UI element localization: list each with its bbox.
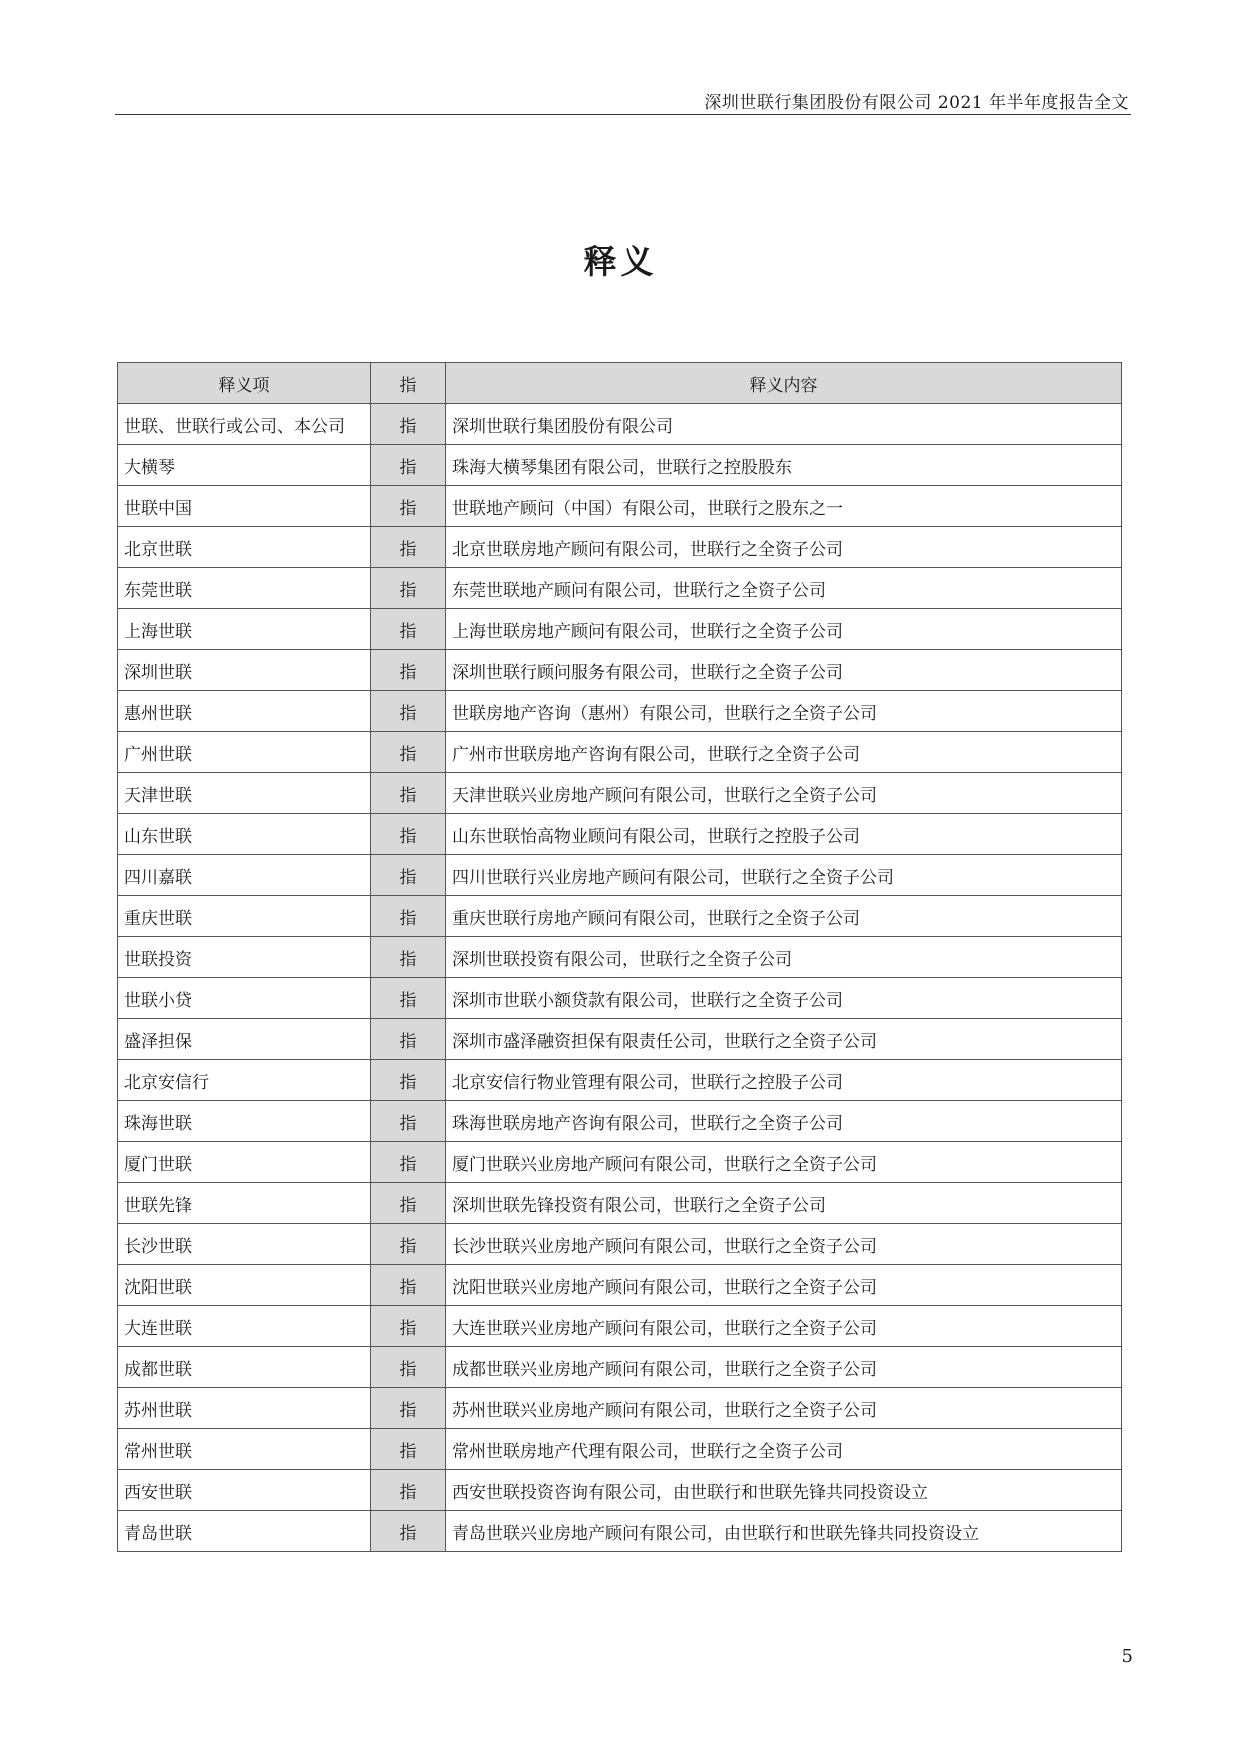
table-row xyxy=(118,1101,1122,1142)
meaning-cell: 厦门世联兴业房地产顾问有限公司，世联行之全资子公司 xyxy=(446,1142,1122,1183)
table-row xyxy=(118,1388,1122,1429)
meaning-cell: 西安世联投资咨询有限公司，由世联行和世联先锋共同投资设立 xyxy=(446,1470,1122,1511)
term-cell: 山东世联 xyxy=(118,814,371,855)
ref-cell: 指 xyxy=(371,486,446,527)
table-row xyxy=(118,978,1122,1019)
ref-cell: 指 xyxy=(371,1019,446,1060)
table-row xyxy=(118,1429,1122,1470)
meaning-cell: 珠海世联房地产咨询有限公司，世联行之全资子公司 xyxy=(446,1101,1122,1142)
ref-cell: 指 xyxy=(371,937,446,978)
table-row xyxy=(118,773,1122,814)
ref-cell: 指 xyxy=(371,650,446,691)
term-cell: 苏州世联 xyxy=(118,1388,371,1429)
meaning-cell: 深圳世联行集团股份有限公司 xyxy=(446,404,1122,445)
table-row xyxy=(118,1183,1122,1224)
table-row xyxy=(118,814,1122,855)
term-cell: 常州世联 xyxy=(118,1429,371,1470)
table-row xyxy=(118,1265,1122,1306)
term-cell: 厦门世联 xyxy=(118,1142,371,1183)
table-row xyxy=(118,1019,1122,1060)
table-row xyxy=(118,527,1122,568)
ref-cell: 指 xyxy=(371,896,446,937)
term-cell: 重庆世联 xyxy=(118,896,371,937)
definitions-table xyxy=(117,362,1122,1552)
meaning-cell: 大连世联兴业房地产顾问有限公司，世联行之全资子公司 xyxy=(446,1306,1122,1347)
ref-cell: 指 xyxy=(371,1224,446,1265)
term-cell: 四川嘉联 xyxy=(118,855,371,896)
meaning-cell: 天津世联兴业房地产顾问有限公司，世联行之全资子公司 xyxy=(446,773,1122,814)
term-cell: 北京安信行 xyxy=(118,1060,371,1101)
meaning-cell: 世联房地产咨询（惠州）有限公司，世联行之全资子公司 xyxy=(446,691,1122,732)
ref-cell: 指 xyxy=(371,609,446,650)
table-row xyxy=(118,609,1122,650)
ref-cell: 指 xyxy=(371,568,446,609)
meaning-cell: 苏州世联兴业房地产顾问有限公司，世联行之全资子公司 xyxy=(446,1388,1122,1429)
ref-cell: 指 xyxy=(371,732,446,773)
term-cell: 东莞世联 xyxy=(118,568,371,609)
table-row xyxy=(118,1511,1122,1552)
term-cell: 深圳世联 xyxy=(118,650,371,691)
term-cell: 世联先锋 xyxy=(118,1183,371,1224)
header-text: 深圳世联行集团股份有限公司 2021 年半年度报告全文 xyxy=(704,93,1129,113)
table-row xyxy=(118,1142,1122,1183)
term-cell: 大连世联 xyxy=(118,1306,371,1347)
meaning-cell: 山东世联怡高物业顾问有限公司，世联行之控股子公司 xyxy=(446,814,1122,855)
table-row xyxy=(118,1470,1122,1511)
meaning-cell: 深圳世联行顾问服务有限公司，世联行之全资子公司 xyxy=(446,650,1122,691)
table-header-row xyxy=(118,363,1122,404)
ref-cell: 指 xyxy=(371,773,446,814)
term-cell: 世联小贷 xyxy=(118,978,371,1019)
meaning-cell: 东莞世联地产顾问有限公司，世联行之全资子公司 xyxy=(446,568,1122,609)
term-cell: 惠州世联 xyxy=(118,691,371,732)
meaning-cell: 深圳市世联小额贷款有限公司，世联行之全资子公司 xyxy=(446,978,1122,1019)
ref-cell: 指 xyxy=(371,1101,446,1142)
ref-cell: 指 xyxy=(371,1060,446,1101)
ref-cell: 指 xyxy=(371,978,446,1019)
table-row xyxy=(118,1347,1122,1388)
meaning-cell: 常州世联房地产代理有限公司，世联行之全资子公司 xyxy=(446,1429,1122,1470)
ref-cell: 指 xyxy=(371,1347,446,1388)
term-cell: 广州世联 xyxy=(118,732,371,773)
table-row xyxy=(118,1224,1122,1265)
page-header xyxy=(115,86,1131,115)
table-row xyxy=(118,568,1122,609)
meaning-cell: 世联地产顾问（中国）有限公司，世联行之股东之一 xyxy=(446,486,1122,527)
table-row xyxy=(118,404,1122,445)
ref-cell: 指 xyxy=(371,1142,446,1183)
ref-cell: 指 xyxy=(371,1470,446,1511)
term-cell: 世联投资 xyxy=(118,937,371,978)
table-row xyxy=(118,896,1122,937)
term-cell: 西安世联 xyxy=(118,1470,371,1511)
ref-cell: 指 xyxy=(371,404,446,445)
meaning-cell: 北京安信行物业管理有限公司，世联行之控股子公司 xyxy=(446,1060,1122,1101)
table-row xyxy=(118,855,1122,896)
ref-cell: 指 xyxy=(371,691,446,732)
ref-cell: 指 xyxy=(371,1183,446,1224)
meaning-cell: 深圳世联先锋投资有限公司，世联行之全资子公司 xyxy=(446,1183,1122,1224)
table-row xyxy=(118,1306,1122,1347)
meaning-cell: 珠海大横琴集团有限公司，世联行之控股股东 xyxy=(446,445,1122,486)
meaning-cell: 成都世联兴业房地产顾问有限公司，世联行之全资子公司 xyxy=(446,1347,1122,1388)
meaning-cell: 深圳世联投资有限公司，世联行之全资子公司 xyxy=(446,937,1122,978)
table-row xyxy=(118,650,1122,691)
ref-cell: 指 xyxy=(371,527,446,568)
ref-cell: 指 xyxy=(371,1511,446,1552)
ref-cell: 指 xyxy=(371,445,446,486)
term-cell: 大横琴 xyxy=(118,445,371,486)
meaning-cell: 青岛世联兴业房地产顾问有限公司，由世联行和世联先锋共同投资设立 xyxy=(446,1511,1122,1552)
table-body xyxy=(118,404,1122,1552)
ref-cell: 指 xyxy=(371,814,446,855)
term-cell: 青岛世联 xyxy=(118,1511,371,1552)
meaning-cell: 沈阳世联兴业房地产顾问有限公司，世联行之全资子公司 xyxy=(446,1265,1122,1306)
meaning-cell: 广州市世联房地产咨询有限公司，世联行之全资子公司 xyxy=(446,732,1122,773)
page-number: 5 xyxy=(1121,1646,1133,1667)
meaning-cell: 北京世联房地产顾问有限公司，世联行之全资子公司 xyxy=(446,527,1122,568)
table-row xyxy=(118,486,1122,527)
term-cell: 珠海世联 xyxy=(118,1101,371,1142)
table-row xyxy=(118,732,1122,773)
term-cell: 盛泽担保 xyxy=(118,1019,371,1060)
table-row xyxy=(118,937,1122,978)
column-header-ref: 指 xyxy=(371,363,446,404)
term-cell: 上海世联 xyxy=(118,609,371,650)
term-cell: 成都世联 xyxy=(118,1347,371,1388)
term-cell: 世联中国 xyxy=(118,486,371,527)
meaning-cell: 四川世联行兴业房地产顾问有限公司，世联行之全资子公司 xyxy=(446,855,1122,896)
term-cell: 天津世联 xyxy=(118,773,371,814)
table-row xyxy=(118,1060,1122,1101)
ref-cell: 指 xyxy=(371,1265,446,1306)
term-cell: 长沙世联 xyxy=(118,1224,371,1265)
meaning-cell: 上海世联房地产顾问有限公司，世联行之全资子公司 xyxy=(446,609,1122,650)
ref-cell: 指 xyxy=(371,855,446,896)
ref-cell: 指 xyxy=(371,1388,446,1429)
term-cell: 北京世联 xyxy=(118,527,371,568)
ref-cell: 指 xyxy=(371,1429,446,1470)
table-row xyxy=(118,691,1122,732)
column-header-meaning: 释义内容 xyxy=(446,363,1122,404)
column-header-term: 释义项 xyxy=(118,363,371,404)
term-cell: 沈阳世联 xyxy=(118,1265,371,1306)
term-cell: 世联、世联行或公司、本公司 xyxy=(118,404,371,445)
page-title: 释义 xyxy=(583,242,658,281)
meaning-cell: 重庆世联行房地产顾问有限公司，世联行之全资子公司 xyxy=(446,896,1122,937)
table-row xyxy=(118,445,1122,486)
meaning-cell: 深圳市盛泽融资担保有限责任公司，世联行之全资子公司 xyxy=(446,1019,1122,1060)
meaning-cell: 长沙世联兴业房地产顾问有限公司，世联行之全资子公司 xyxy=(446,1224,1122,1265)
ref-cell: 指 xyxy=(371,1306,446,1347)
